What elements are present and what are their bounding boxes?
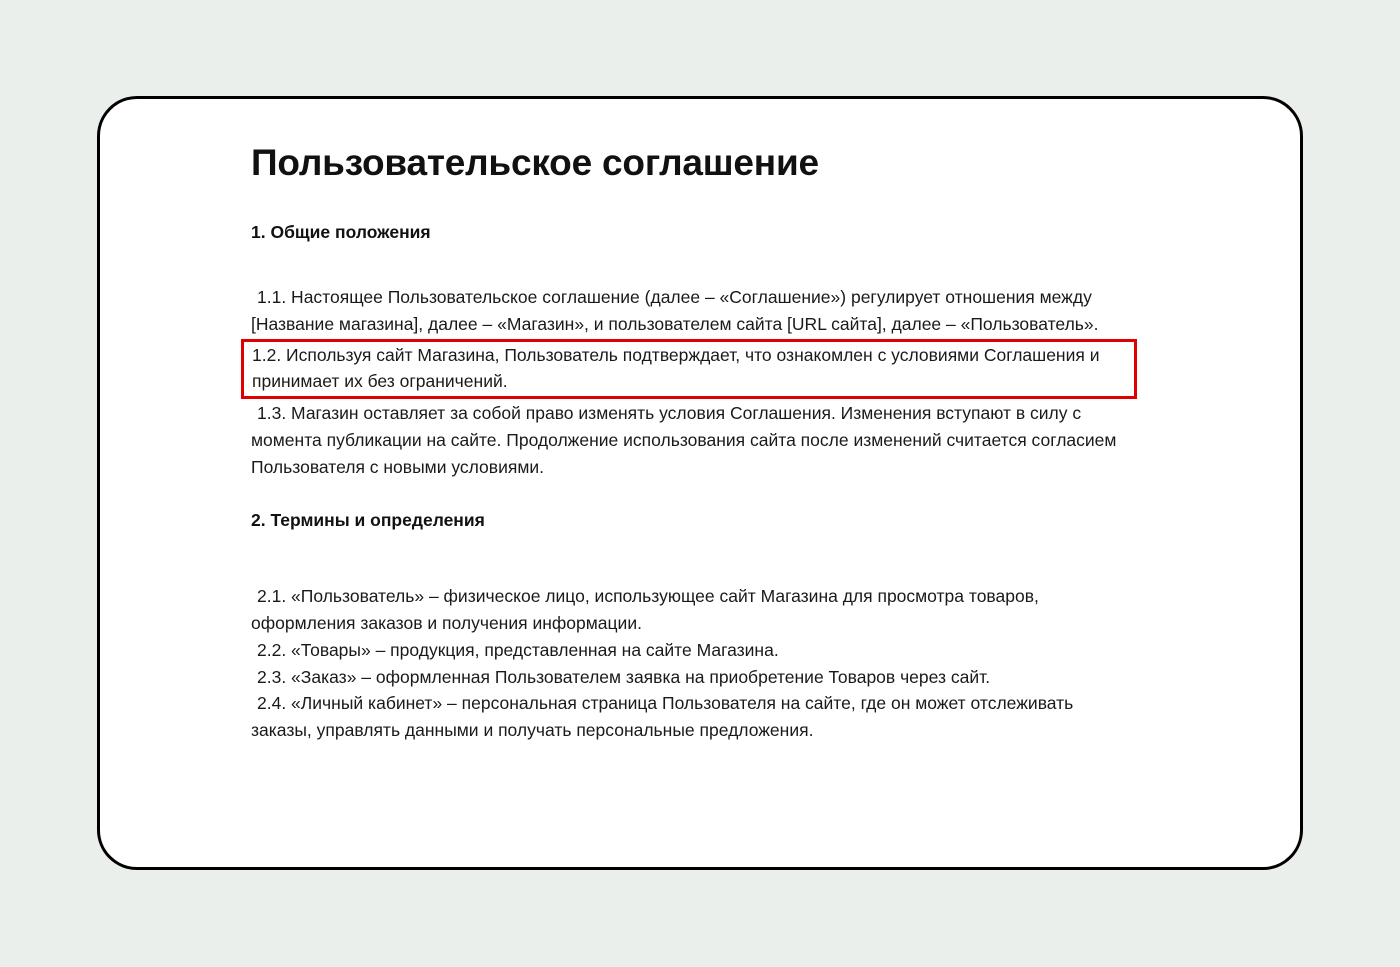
paragraph-1-1: 1.1. Настоящее Пользовательское соглашение (далее – «Соглашение») регулирует отношения между [Название магазина], далее – «Магазин», и пользователем сайта [URL сайта], далее – «Пользователь».	[251, 287, 1099, 334]
paragraph-2-1: 2.1. «Пользователь» – физическое лицо, использующее сайт Магазина для просмотра товаров, оформления заказов и получения информации.	[251, 586, 1039, 634]
section-heading-2: 2. Термины и определения	[251, 509, 485, 530]
document-card	[97, 96, 1303, 870]
paragraph-2-4: 2.4. «Личный кабинет» – персональная страница Пользователя на сайте, где он может отслеживать заказы, управлять данными и получать персональные предложения.	[251, 693, 1074, 741]
page-title: Пользовательское соглашение	[251, 142, 819, 183]
section-body-2	[251, 583, 1131, 744]
paragraph-1-2: 1.2. Используя сайт Магазина, Пользователь подтверждает, что ознакомлен с условиями Соглашения и принимает их без ограничений.	[252, 344, 1100, 392]
section-body-1	[251, 284, 1131, 480]
section-heading-1: 1. Общие положения	[251, 222, 431, 243]
paragraph-2-2: 2.2. «Товары» – продукция, представленная на сайте Магазина.	[257, 639, 779, 660]
paragraph-1-3: 1.3. Магазин оставляет за собой право изменять условия Соглашения. Изменения вступают в силу с момента публикации на сайте. Продолжение использования сайта после изменений считается согласием Пользователя с новыми условиями.	[251, 403, 1117, 477]
document-content	[251, 141, 1131, 744]
paragraph-2-3: 2.3. «Заказ» – оформленная Пользователем заявка на приобретение Товаров через сайт.	[257, 666, 991, 687]
highlighted-clause	[241, 339, 1137, 400]
